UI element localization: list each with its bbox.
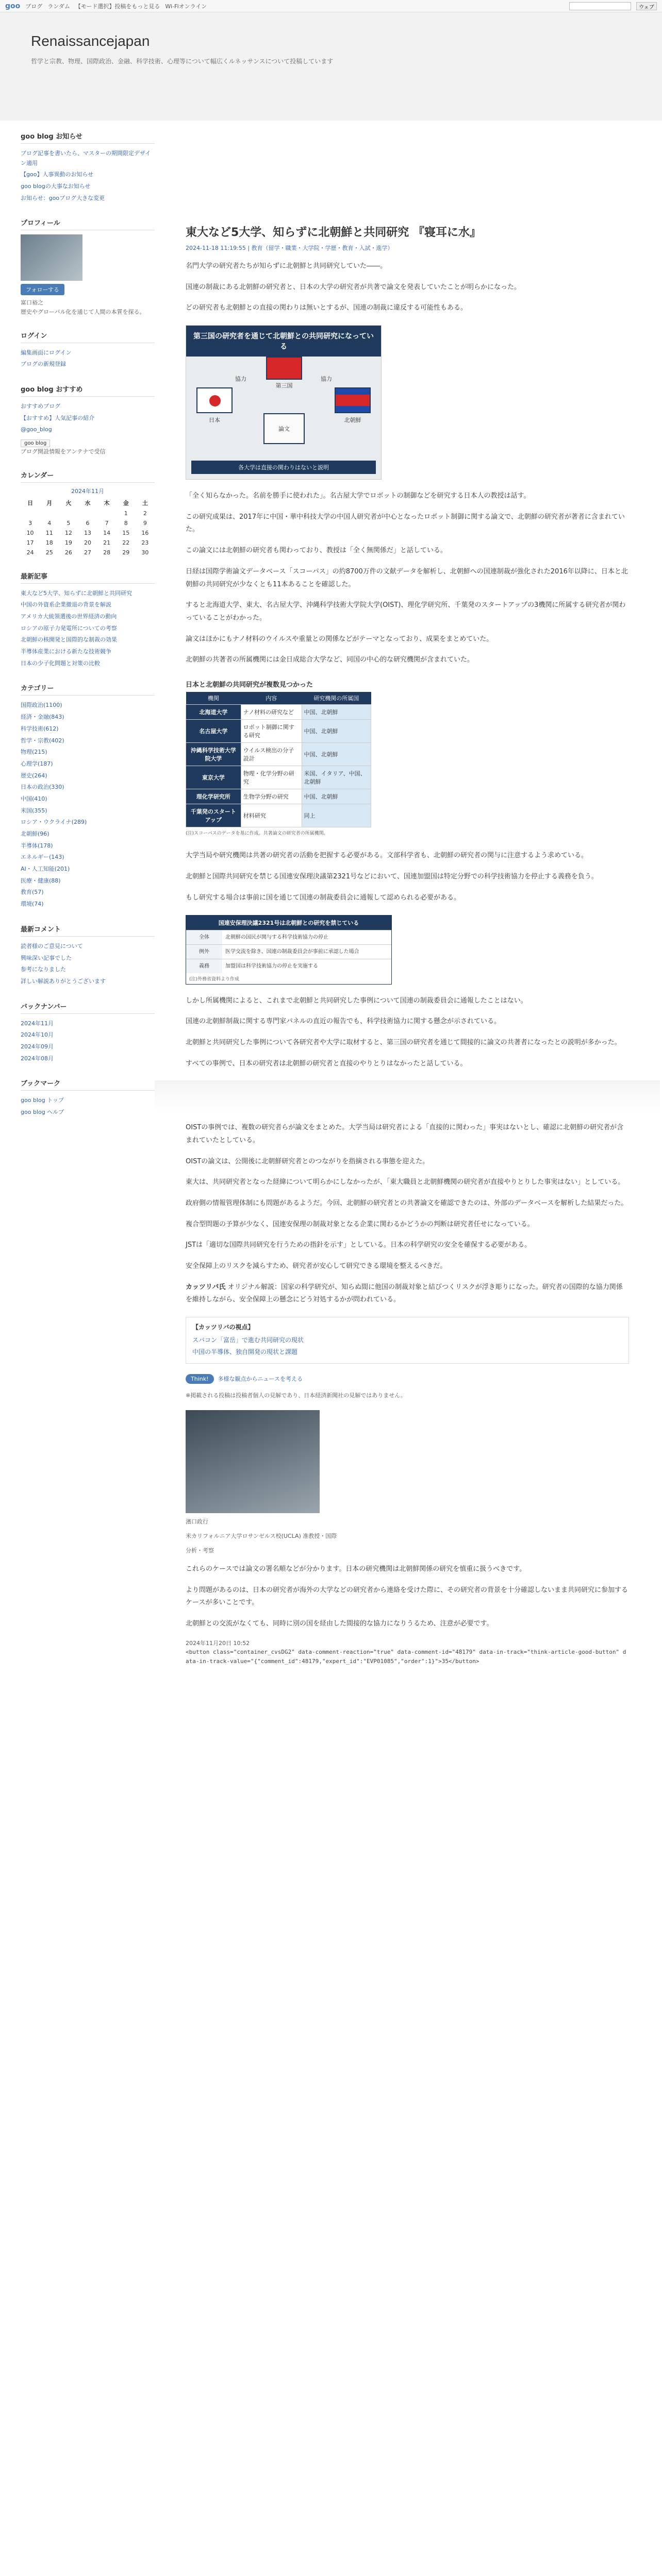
- table-cell-content: ロボット制御に関する研究: [241, 719, 302, 742]
- profile-name[interactable]: 富口裕之: [21, 299, 43, 307]
- research-table-figure: [186, 679, 371, 838]
- author-paragraph: より問題があるのは、日本の研究者が海外の大学などの研究者から連絡を受けた際に、その研究者の背景を十分確認しないまま共同研究に参加するケースが多いことです。: [186, 1586, 628, 1607]
- bookmark-link[interactable]: goo blog トップ: [21, 1097, 64, 1104]
- category-section: [21, 683, 155, 910]
- think-row: [186, 1374, 629, 1384]
- calendar-day[interactable]: 12: [64, 529, 72, 536]
- recommend-item[interactable]: 【おすすめ】人気記事の紹介: [21, 414, 95, 421]
- paper-document-icon: [263, 413, 305, 444]
- category-link[interactable]: 哲学・宗教(402): [21, 737, 64, 744]
- section-title: カレンダー: [21, 470, 155, 483]
- recent-article-link[interactable]: ロシアの原子力発電所についての考察: [21, 624, 117, 632]
- calendar-week: [21, 538, 155, 548]
- comment-link[interactable]: 詳しい解説ありがとうございます: [21, 977, 106, 985]
- table-cell-org: 沖縄科学技術大学院大学: [186, 742, 241, 766]
- calendar-day: [21, 509, 40, 518]
- table-cell-content: 材料研究: [241, 804, 302, 827]
- calendar-day[interactable]: 16: [141, 529, 149, 536]
- section-divider: [155, 1080, 660, 1111]
- resolution-figure: [186, 915, 392, 985]
- related-link[interactable]: 中国の半導体、独自開発の現状と課題: [192, 1348, 298, 1355]
- calendar-week: [21, 548, 155, 557]
- calendar-weekday: 金: [123, 499, 129, 506]
- author-paragraph: 北朝鮮との交流がなくても、同時に別の国を経由した間接的な協力になりうるため、注意が必要です。: [186, 1620, 493, 1628]
- bookmark-link[interactable]: goo blog ヘルプ: [21, 1109, 64, 1116]
- top-link[interactable]: Wi-Fiオンライン: [165, 3, 207, 10]
- calendar-caption[interactable]: 2024年11月: [71, 487, 104, 495]
- paragraph: もし研究する場合は事前に国を通じて国連の制裁委員会に通報して認められる必要がある。: [186, 893, 461, 902]
- paragraph: 「全く知らなかった。名前を勝手に使われた」。名古屋大学でロボットの制御などを研究する日本人の教授は話す。: [186, 492, 531, 500]
- calendar-day[interactable]: 24: [26, 549, 34, 556]
- search-button[interactable]: ウェブ: [636, 2, 657, 10]
- top-link[interactable]: ブログ: [25, 3, 43, 10]
- table-cell-org: 東京大学: [186, 766, 241, 789]
- table-cell-org: 千葉発のスタートアップ: [186, 804, 241, 827]
- calendar-day[interactable]: 1: [124, 510, 128, 517]
- third-country-label: 第三国: [275, 382, 293, 389]
- recent-article-link[interactable]: 日本の少子化問題と対策の比較: [21, 659, 100, 667]
- bookmark-section: [21, 1078, 155, 1118]
- category-link[interactable]: エネルギー(143): [21, 854, 64, 861]
- research-table: [186, 692, 371, 827]
- related-link[interactable]: スパコン「富岳」で進む共同研究の現状: [192, 1336, 304, 1344]
- blog-description: 哲学と宗教、物理、国際政治、金融、科学技術、心理等について幅広くルネッサンスについて投稿しています: [31, 58, 334, 65]
- paragraph: しかし所属機関によると、これまで北朝鮮と共同研究した事例について国連の制裁委員会に通報したことはない。: [186, 996, 527, 1005]
- calendar-weekday: 月: [46, 499, 53, 506]
- paragraph: どの研究者も北朝鮮との直接の関わりは無いとするが、国連の制裁に違反する可能性もある。: [186, 304, 468, 312]
- section-title: バックナンバー: [21, 1001, 155, 1014]
- paragraph: すべての事例で、日本の研究者は北朝鮮の研究者と直接のやりとりはなかったと話している。: [186, 1059, 467, 1067]
- calendar-day[interactable]: 18: [45, 539, 53, 546]
- paragraph: JSTは「適切な国際共同研究を行うための指針を示す」としている。日本の科学研究の安全を確保する必要がある。: [186, 1241, 532, 1249]
- comment-link[interactable]: 読者様のご意見について: [21, 942, 83, 950]
- table-row: [186, 804, 371, 827]
- table-cell-country: 米国、イタリア、中国、北朝鮮: [302, 766, 371, 789]
- calendar-day[interactable]: 23: [141, 539, 149, 546]
- calendar-weekday: 水: [85, 499, 91, 506]
- calendar-weekday: 火: [65, 499, 72, 506]
- bookmark-note: ブログ開設情報をアンテナで受信: [21, 448, 106, 455]
- calendar-day[interactable]: 22: [122, 539, 130, 546]
- coop-label-left: 協力: [235, 376, 246, 383]
- category-link[interactable]: 半導体(178): [21, 842, 53, 849]
- table-row: [186, 789, 371, 804]
- related-box: [186, 1317, 629, 1364]
- paper-label: 論文: [278, 426, 290, 433]
- top-bar: [0, 0, 662, 12]
- calendar-day[interactable]: 21: [103, 539, 111, 546]
- calendar-day[interactable]: 2: [143, 510, 147, 517]
- resolution-heading: 国連安保理決議2321号は北朝鮮との研究を禁じている: [186, 916, 391, 930]
- author-sub: 分析・考察: [186, 1547, 214, 1554]
- calendar-day[interactable]: 4: [47, 519, 52, 527]
- paragraph: この論文には北朝鮮の研究者も関わっており、教授は「全く無関係だ」と話している。: [186, 547, 447, 555]
- table-header: 内容: [241, 692, 302, 705]
- calendar-day[interactable]: 19: [64, 539, 72, 546]
- profile-text: 歴史やグローバル化を通じて人間の本質を探る。: [21, 309, 145, 316]
- section-title: goo blog おすすめ: [21, 384, 155, 397]
- paragraph: 北朝鮮と国際共同研究を禁じる国連安保理決議第2321号などにおいて、国連加盟国は特定分野での科学技術協力を停止する義務を負う。: [186, 873, 598, 881]
- comment-lead: カッツリバ氏: [186, 1283, 226, 1291]
- top-links: [25, 2, 207, 10]
- section-title: 最新記事: [21, 571, 155, 584]
- top-link[interactable]: 【モード選択】投稿をもっと見る: [75, 3, 160, 10]
- calendar-day[interactable]: 28: [103, 549, 111, 556]
- think-link[interactable]: 多様な観点からニュースを考える: [218, 1376, 303, 1383]
- calendar-day[interactable]: 3: [28, 519, 32, 527]
- japan-label: 日本: [209, 417, 220, 424]
- collaboration-figure: [186, 325, 382, 480]
- table-cell-content: 物理・化学分野の研究: [241, 766, 302, 789]
- calendar-day[interactable]: 25: [45, 549, 53, 556]
- table-cell-org: 北海道大学: [186, 704, 241, 719]
- resolution-row: [186, 944, 391, 959]
- calendar-day[interactable]: 15: [122, 529, 130, 536]
- category-link[interactable]: 環境(74): [21, 901, 44, 908]
- backnumber-link[interactable]: 2024年09月: [21, 1043, 54, 1050]
- calendar-day[interactable]: 20: [84, 539, 91, 546]
- section-title: ブックマーク: [21, 1078, 155, 1091]
- table-cell-country: 同上: [302, 804, 371, 827]
- table-cell-country: 中国、北朝鮮: [302, 789, 371, 804]
- calendar-week: [21, 509, 155, 518]
- recommend-section: [21, 384, 155, 456]
- north-korea-flag-icon: [335, 387, 371, 413]
- calendar-day: [59, 509, 78, 518]
- calendar-day[interactable]: 13: [84, 529, 91, 536]
- calendar-day[interactable]: 10: [26, 529, 34, 536]
- calendar-day[interactable]: 11: [45, 529, 53, 536]
- table-cell-org: 名古屋大学: [186, 719, 241, 742]
- backnumber-link[interactable]: 2024年08月: [21, 1055, 54, 1062]
- table-row: [186, 704, 371, 719]
- calendar-day[interactable]: 27: [84, 549, 91, 556]
- table-header: 機関: [186, 692, 241, 705]
- backnumber-section: [21, 1001, 155, 1065]
- top-link[interactable]: ランダム: [47, 3, 70, 10]
- category-link[interactable]: 科学技術(612): [21, 725, 59, 732]
- table-cell-country: 中国、北朝鮮: [302, 719, 371, 742]
- category-link[interactable]: 医療・健康(88): [21, 877, 61, 884]
- category-link[interactable]: 中国(410): [21, 795, 47, 802]
- resolution-note: (注)外務省資料より作成: [189, 976, 240, 982]
- related-title: 【カッツリバの視点】: [192, 1324, 254, 1331]
- section-title: 最新コメント: [21, 924, 155, 937]
- paragraph: 名門大学の研究者たちが知らずに北朝鮮と共同研究していた――。: [186, 262, 387, 270]
- table-cell-content: ウイルス検出の分子設計: [241, 742, 302, 766]
- calendar-weekday: 木: [104, 499, 110, 506]
- raw-code-line: <button class="container_cvsDG2" data-comment-reaction="true" data-comment-id="48179" data-in-track="think-article-good-button" data-in-track-value="{"comment_id":48179,"expert_id":"EVP01085","order":1}">35</button>: [186, 1649, 626, 1665]
- post-time: 2024年11月20日 10:52: [186, 1639, 250, 1647]
- page-layout: [0, 121, 662, 1682]
- category-link[interactable]: 国際政治(1100): [21, 702, 62, 709]
- section-title: カテゴリー: [21, 683, 155, 696]
- author-name[interactable]: 濱口政行: [186, 1518, 208, 1526]
- table-cell-country: 中国、北朝鮮: [302, 742, 371, 766]
- notice-item[interactable]: 【goo】人事異動のお知らせ: [21, 171, 94, 178]
- table-row: [186, 719, 371, 742]
- register-link[interactable]: ブログの新規登録: [21, 361, 66, 368]
- resolution-label: 全体: [186, 930, 222, 944]
- backnumber-link[interactable]: 2024年10月: [21, 1031, 54, 1039]
- table-header: 研究機関の所属国: [302, 692, 371, 705]
- profile-section: [21, 217, 155, 316]
- author-paragraph: これらのケースでは論文の署名順などが分かります。日本の研究機関は北朝鮮関係の研究を慎重に扱うべきです。: [186, 1565, 526, 1573]
- think-note: ※掲載される投稿は投稿者個人の見解であり、日本経済新聞社の見解ではありません。: [186, 1392, 406, 1399]
- resolution-row: [186, 959, 391, 973]
- paragraph: 北朝鮮の共著者の所属機関には金日成総合大学など、同国の中心的な研究機関が含まれていた。: [186, 656, 474, 664]
- calendar-day[interactable]: 8: [124, 519, 128, 527]
- author-photo: [186, 1410, 320, 1513]
- paragraph: この研究成果は、2017年に中国・華中科技大学の中国人研究者が中心となったロボット制御に関する論文で、北朝鮮の研究者が著者に含まれていた。: [186, 513, 625, 534]
- recent-article-link[interactable]: 半導体産業における新たな技術競争: [21, 648, 111, 655]
- resolution-text: 北朝鮮の国民が関与する科学技術協力の停止: [222, 930, 391, 944]
- table-row: [186, 742, 371, 766]
- calendar-day[interactable]: 17: [26, 539, 34, 546]
- paragraph: 政府側の情報管理体制にも問題があるようだ。今回、北朝鮮の研究者との共著論文を確認できたのは、外部のデータベースを解析した結果だった。: [186, 1199, 628, 1207]
- calendar-weekday: 土: [142, 499, 148, 506]
- calendar-section: [21, 470, 155, 557]
- resolution-row: [186, 930, 391, 944]
- article-meta[interactable]: 2024-11-18 11:19:55 | 教育（留学・職業・大学院・学歴・教育・入試・進学）: [186, 245, 393, 251]
- third-country-flag-icon: [266, 357, 302, 380]
- table-note: (注)スコーパスのデータを基に作成。共著論文の研究者の所属機関。: [186, 831, 328, 836]
- paragraph: OISTの事例では、複数の研究者らが論文をまとめた。大学当局は研究者による「直接的に関わった」事実はないとし、確認に北朝鮮の研究者が含まれていたとしている。: [186, 1124, 624, 1144]
- login-link[interactable]: 編集画面にログイン: [21, 349, 72, 356]
- author-role: 米カリフォルニア大学ロサンゼルス校(UCLA) 准教授・国際: [186, 1532, 337, 1539]
- notice-item[interactable]: ブログ記事を書いたら、マスターの期間限定デザイン適用: [21, 150, 151, 166]
- calendar-day: [78, 509, 97, 518]
- recent-article-link[interactable]: 北朝鮮の核開発と国際的な制裁の効果: [21, 636, 117, 643]
- goo-logo[interactable]: goo: [5, 2, 21, 10]
- paragraph: 北朝鮮と共同研究した事例について各研究者や大学に取材すると、第三国の研究者を通じて間接的に論文の共著者になったとの説明が多かった。: [186, 1038, 621, 1046]
- category-link[interactable]: 日本の政治(330): [21, 784, 64, 791]
- profile-photo: [21, 234, 82, 281]
- section-title: プロフィール: [21, 217, 155, 230]
- recommend-item[interactable]: おすすめブログ: [21, 403, 61, 410]
- calendar: [21, 487, 155, 557]
- login-section: [21, 330, 155, 370]
- figure-footer: 各大学は直接の関わりはないと説明: [191, 461, 376, 474]
- calendar-week: [21, 518, 155, 528]
- section-title: ログイン: [21, 330, 155, 343]
- paragraph: 国連の制裁にある北朝鮮の研究者と、日本の大学の研究者が共著で論文を発表していたことが明らかになった。: [186, 283, 521, 291]
- recent-article-link[interactable]: 中国の外資系企業撤退の背景を解説: [21, 601, 111, 608]
- resolution-label: 例外: [186, 944, 222, 959]
- paragraph: 東大は、共同研究者となった経緯について明らかにしなかったが、「東大職員と北朝鮮機関の研究者が直接やりとりした事実はない」としている。: [186, 1178, 625, 1187]
- paragraph: 大学当局や研究機関は共著の研究者の活動を把握する必要がある。文部科学省も、北朝鮮の研究者の関与に注意するよう求めている。: [186, 852, 588, 860]
- comment-link[interactable]: 参考になりました: [21, 966, 66, 973]
- paragraph: 国連の北朝鮮制裁に関する専門家パネルの直近の報告でも、科学技術協力に関する懸念が示されている。: [186, 1018, 501, 1026]
- category-link[interactable]: 北朝鮮(96): [21, 831, 49, 838]
- paragraph: 安全保障上のリスクを減らすため、研究者が安心して研究できる環境を整えるべきだ。: [186, 1262, 447, 1270]
- article: [175, 131, 639, 1671]
- comments-section: [21, 924, 155, 988]
- notice-section: [21, 131, 155, 204]
- table-row: [186, 766, 371, 789]
- calendar-day[interactable]: 6: [86, 519, 90, 527]
- calendar-day: [40, 509, 59, 518]
- category-link[interactable]: 歴史(264): [21, 772, 47, 779]
- paragraph: 論文はほかにもナノ材料のウイルスや重量との関係などがテーマとなっており、成果をまとめていた。: [186, 635, 493, 643]
- search-input[interactable]: [569, 2, 631, 10]
- recent-section: [21, 571, 155, 670]
- blog-header: [0, 12, 662, 121]
- backnumber-link[interactable]: 2024年11月: [21, 1020, 54, 1027]
- category-link[interactable]: 米国(355): [21, 807, 47, 814]
- category-link[interactable]: 教育(57): [21, 889, 44, 896]
- resolution-text: 加盟国は科学技術協力の停止を実施する: [222, 959, 391, 973]
- calendar-day[interactable]: 29: [122, 549, 130, 556]
- think-badge[interactable]: Think!: [186, 1374, 214, 1384]
- paragraph: OISTの論文は、公開後に北朝鮮研究者とのつながりを指摘される事態を迎えた。: [186, 1157, 429, 1165]
- calendar-week: [21, 528, 155, 538]
- calendar-day[interactable]: 30: [141, 549, 149, 556]
- category-link[interactable]: 経済・金融(843): [21, 714, 64, 721]
- follow-button[interactable]: フォローする: [21, 284, 64, 295]
- japan-flag-icon: [196, 387, 233, 413]
- calendar-day[interactable]: 9: [143, 519, 147, 527]
- bookmark-badge[interactable]: goo blog: [21, 439, 50, 447]
- paragraph: 複合型問題の予算が少なく、国連安保理の制裁対象となる企業に関わるかどうかの判断は研究者任せになっている。: [186, 1220, 534, 1228]
- sidebar: [21, 131, 155, 1671]
- notice-item[interactable]: お知らせ：gooブログ大きな変更: [21, 194, 105, 201]
- recommend-account[interactable]: @goo_blog: [21, 426, 52, 433]
- table-cell-content: ナノ材料の研究など: [241, 704, 302, 719]
- calendar-weekday: 日: [27, 499, 34, 506]
- comment-text: オリジナル解説：国家の科学研究が、知らぬ間に他国の制裁対象と結びつくリスクが浮き彫りになった。研究者の国際的な協力関係を維持しながら、安全保障上の懸念にどう対処するかが問われている。: [186, 1283, 623, 1304]
- north-korea-label: 北朝鮮: [344, 417, 361, 424]
- calendar-day[interactable]: 5: [67, 519, 71, 527]
- article-title[interactable]: 東大など5大学、知らずに北朝鮮と共同研究 『寝耳に水』: [186, 226, 481, 239]
- category-link[interactable]: ロシア・ウクライナ(289): [21, 819, 87, 826]
- table-cell-content: 生物学分野の研究: [241, 789, 302, 804]
- category-link[interactable]: AI・人工知能(201): [21, 866, 70, 873]
- paragraph: すると北海道大学、東大、名古屋大学、沖縄科学技術大学院大学(OIST)、理化学研究所、千葉発のスタートアップの3機関に所属する研究者が関わっていることがわかった。: [186, 601, 626, 622]
- table-cell-country: 中国、北朝鮮: [302, 704, 371, 719]
- notice-item[interactable]: goo blogの大事なお知らせ: [21, 183, 91, 190]
- table-cell-org: 理化学研究所: [186, 789, 241, 804]
- table-title: 日本と北朝鮮の共同研究が複数見つかった: [186, 681, 313, 689]
- calendar-day[interactable]: 14: [103, 529, 111, 536]
- calendar-day: [97, 509, 117, 518]
- coop-label-right: 協力: [321, 376, 332, 383]
- recent-article-link[interactable]: 東大など5大学、知らずに北朝鮮と共同研究: [21, 589, 132, 597]
- blog-title[interactable]: Renaissancejapan: [31, 33, 150, 49]
- category-link[interactable]: 物理(215): [21, 749, 47, 756]
- recent-article-link[interactable]: アメリカ大統領選後の世界経済の動向: [21, 613, 117, 620]
- figure-heading: 第三国の研究者を通じて北朝鮮との共同研究になっている: [186, 326, 381, 357]
- resolution-label: 義務: [186, 959, 222, 973]
- section-title: goo blog お知らせ: [21, 131, 155, 144]
- comment-link[interactable]: 興味深い記事でした: [21, 954, 72, 961]
- calendar-day[interactable]: 26: [64, 549, 72, 556]
- resolution-text: 医学交流を除き、国連の制裁委員会が事前に承認した場合: [222, 944, 391, 959]
- calendar-day[interactable]: 7: [105, 519, 109, 527]
- category-link[interactable]: 心理学(187): [21, 760, 53, 767]
- paragraph: 日経は国際学術論文データベース「スコーパス」の約8700万件の文献データを解析し、北朝鮮への国連制裁が強化された2016年以降に、日本と北朝鮮の共同研究が少なくとも11本あることを確認した。: [186, 567, 628, 588]
- article-body: [186, 260, 629, 1666]
